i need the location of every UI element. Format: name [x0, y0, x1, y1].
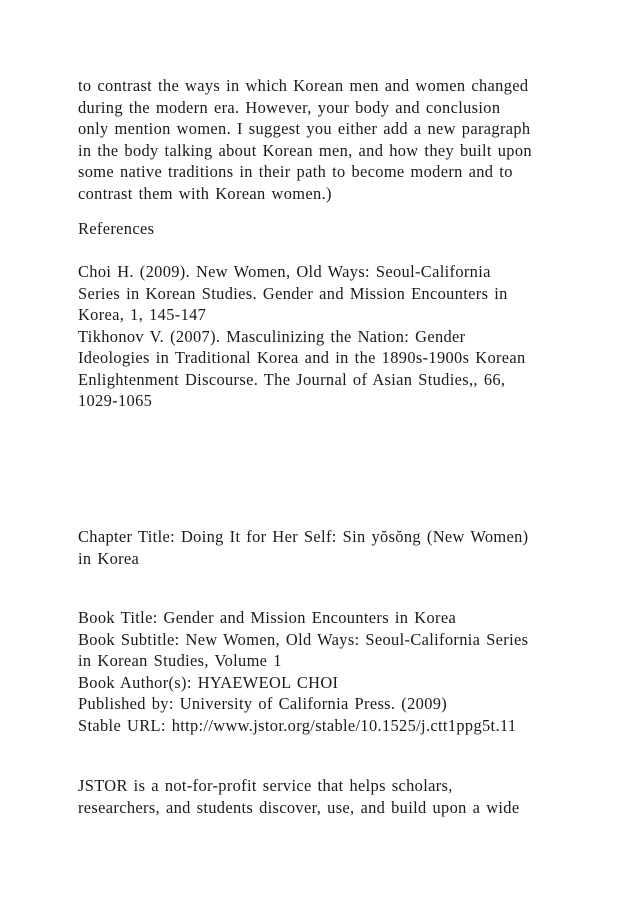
comment-line: some native traditions in their path to become modern and to [78, 162, 513, 181]
chapter-title [78, 526, 618, 569]
references-list [78, 261, 618, 412]
book-info-line: Book Title: Gender and Mission Encounters in Korea [78, 608, 457, 627]
reference-line: Choi H. (2009). New Women, Old Ways: Seoul-California [78, 262, 491, 281]
comment-line: only mention women. I suggest you either add a new paragraph [78, 119, 531, 138]
reference-line: Enlightenment Discourse. The Journal of Asian Studies,, 66, [78, 369, 506, 389]
chapter-title-line: in Korea [78, 548, 140, 568]
book-info-line: in Korean Studies, Volume 1 [78, 651, 282, 670]
book-info-line: Published by: University of California Press. (2009) [78, 694, 448, 713]
reference-line: Series in Korean Studies. Gender and Mission Encounters in [78, 283, 508, 303]
stable-url-line: Stable URL: http://www.jstor.org/stable/10.1525/j.ctt1ppg5t.11 [78, 715, 517, 735]
comment-line: in the body talking about Korean men, and how they built upon [78, 140, 532, 160]
book-info-line: Book Author(s): HYAEWEOL CHOI [78, 672, 339, 692]
book-info-line: Book Subtitle: New Women, Old Ways: Seoul-California Series [78, 629, 529, 649]
comment-line: during the modern era. However, your body and conclusion [78, 97, 501, 117]
comment-paragraph [78, 75, 618, 204]
references-heading [78, 218, 618, 240]
jstor-notice-line: researchers, and students discover, use, and build upon a wide [78, 797, 520, 817]
comment-line: to contrast the ways in which Korean men and women changed [78, 76, 529, 95]
book-info [78, 607, 618, 736]
reference-line: Ideologies in Traditional Korea and in the 1890s-1900s Korean [78, 348, 526, 367]
chapter-title-line: Chapter Title: Doing It for Her Self: Sin yŏsŏng (New Women) [78, 527, 529, 546]
reference-line: Korea, 1, 145-147 [78, 305, 207, 324]
reference-line: 1029-1065 [78, 391, 153, 410]
references-heading-text: References [78, 219, 155, 238]
comment-line: contrast them with Korean women.) [78, 183, 332, 203]
jstor-notice-line: JSTOR is a not-for-profit service that helps scholars, [78, 776, 453, 795]
reference-line: Tikhonov V. (2007). Masculinizing the Nation: Gender [78, 326, 466, 346]
jstor-notice [78, 775, 618, 818]
